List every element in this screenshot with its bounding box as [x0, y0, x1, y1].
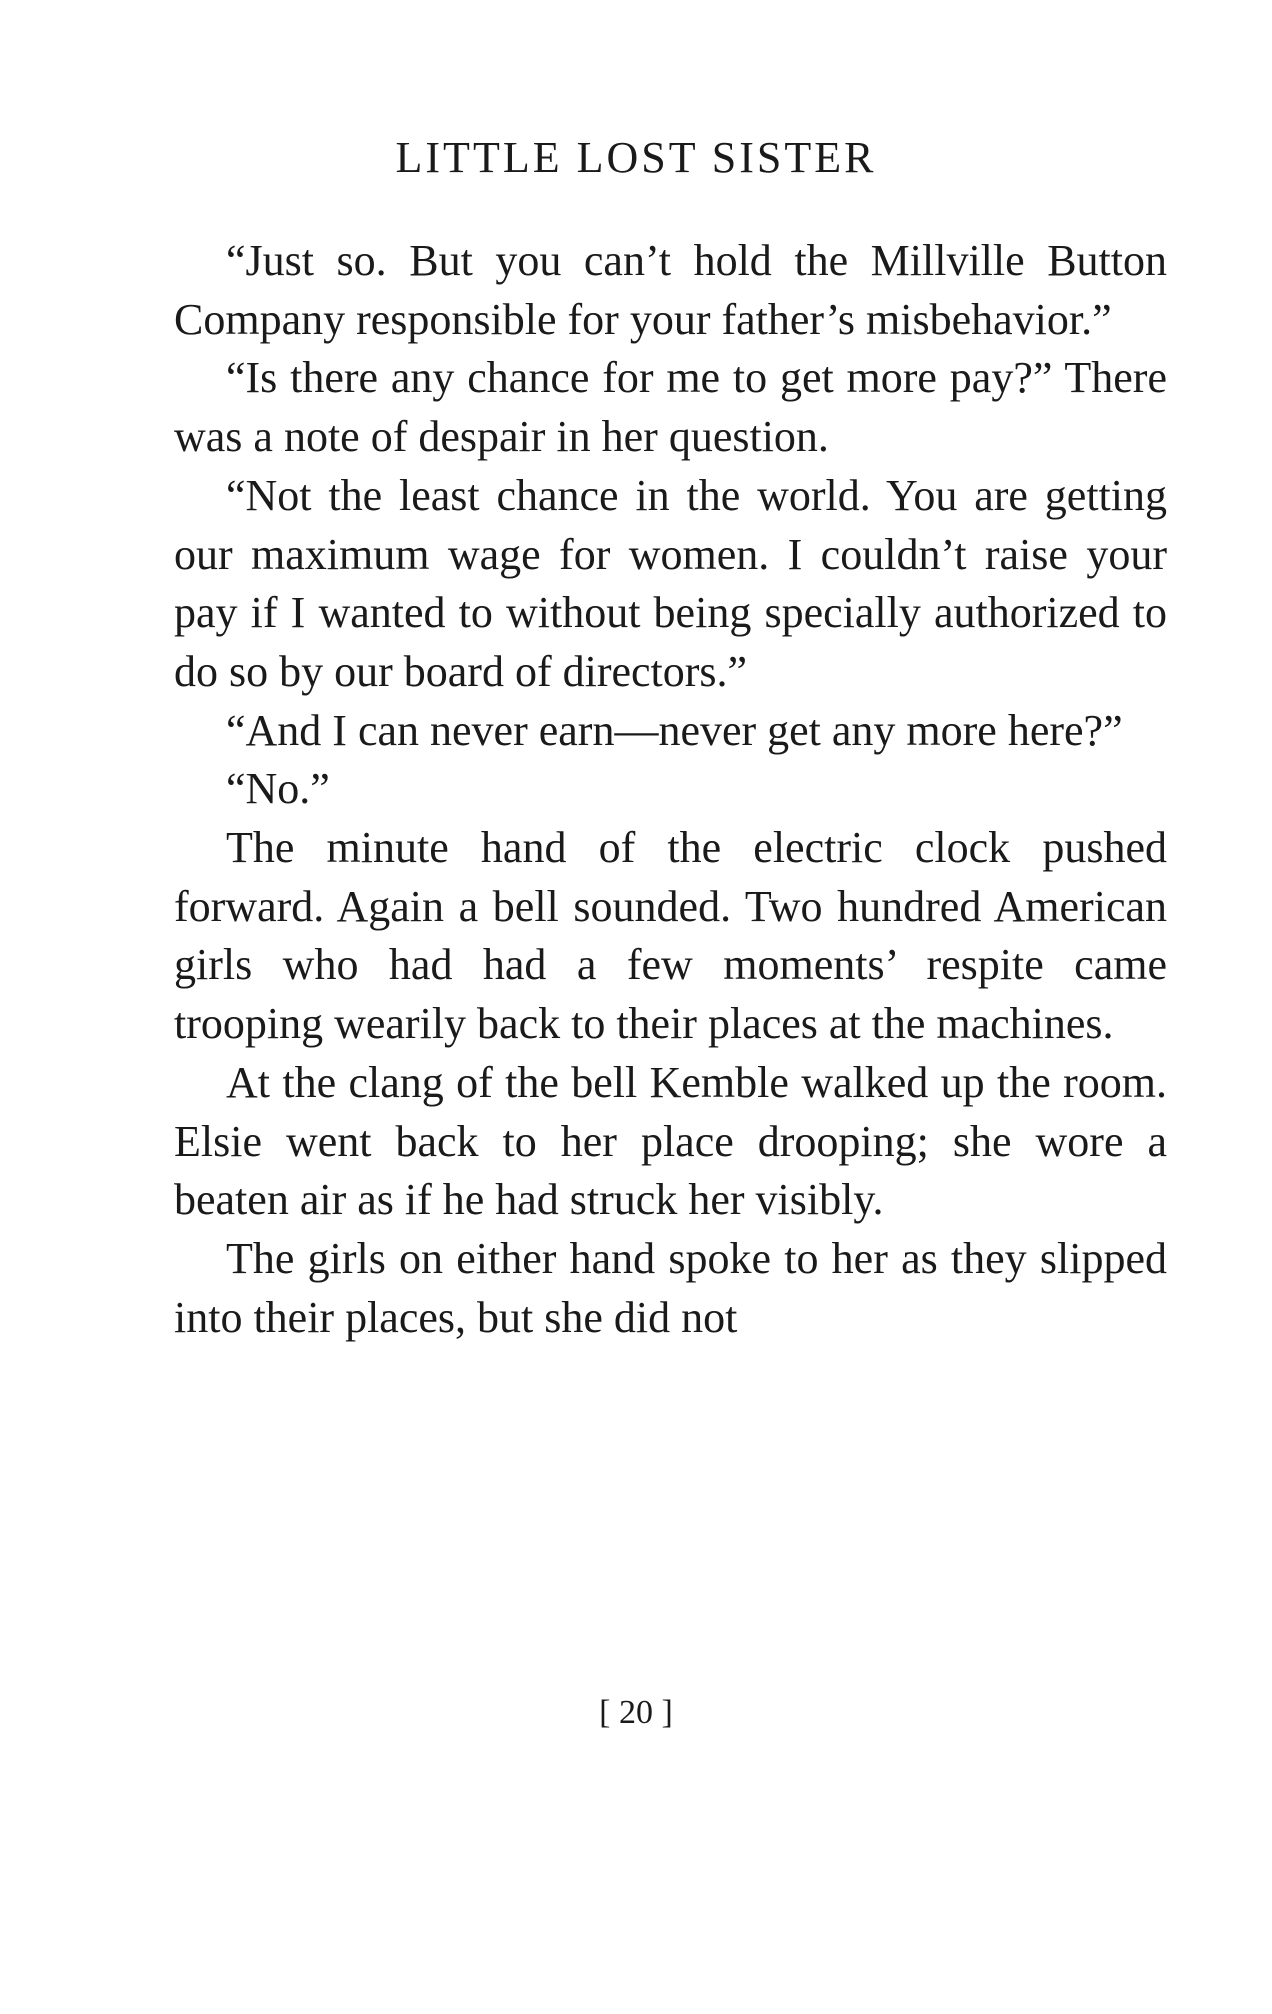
running-head: LITTLE LOST SISTER	[395, 133, 877, 182]
paragraph: “And I can never earn—never get any more here?”	[226, 705, 1123, 755]
paragraph: “No.”	[226, 764, 330, 814]
body-text	[174, 232, 1167, 1347]
paragraph: “Is there any chance for me to get more pay?” There was a note of despair in her question.	[174, 353, 1167, 462]
paragraph: The girls on either hand spoke to her as they slipped into their places, but she did not	[174, 1233, 1167, 1342]
page-number: [ 20 ]	[599, 1694, 673, 1731]
paragraph: “Just so. But you can’t hold the Millville Button Company responsible for your father’s misbehavior.”	[174, 236, 1167, 344]
paragraph: At the clang of the bell Kemble walked up the room. Elsie went back to her place drooping; she wore a beaten air as if he had struck her visibly.	[174, 1057, 1167, 1225]
paragraph: The minute hand of the electric clock pushed forward. Again a bell sounded. Two hundred American girls who had had a few moments’ respite came trooping wearily back to their places at the machines.	[174, 823, 1167, 1049]
paragraph: “Not the least chance in the world. You are getting our maximum wage for women. I couldn’t raise your pay if I wanted to without being specially authorized to do so by our board of directors.”	[174, 470, 1167, 696]
